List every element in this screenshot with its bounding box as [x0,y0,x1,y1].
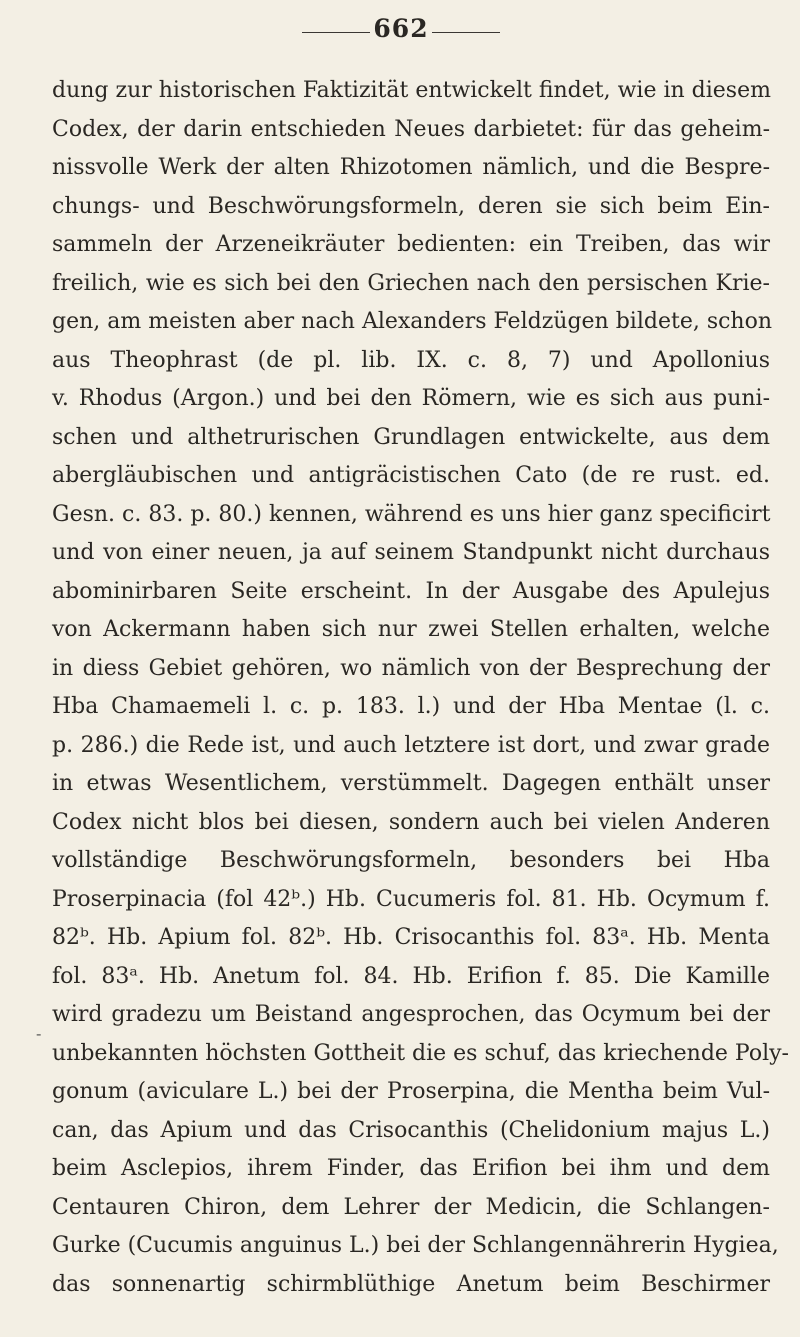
text-line: chungs- und Beschwörungsformeln, deren sie sich beim Ein- [52,193,770,219]
text-line: Gurke (Cucumis anguinus L.) bei der Schlangennährerin Hygiea, [52,1233,779,1258]
header-rule-right [432,32,500,33]
text-line: in diess Gebiet gehören, wo nämlich von der Besprechung der [52,655,770,681]
page-header [0,8,800,48]
text-line: wird gradezu um Beistand angesprochen, das Ocymum bei der [52,1002,770,1027]
text-line: p. 286.) die Rede ist, und auch letztere ist dort, und zwar grade [52,732,770,758]
text-line: gen, am meisten aber nach Alexanders Feldzügen bildete, schon [52,309,773,334]
text-line: vollständige Beschwörungsformeln, besonders bei Hba [52,848,770,873]
text-line: schen und althetrurischen Grundlagen entwickelte, aus dem [52,424,770,450]
text-line: unbekannten höchsten Gottheit die es schuf, das kriechende Poly- [52,1040,789,1066]
text-line: v. Rhodus (Argon.) und bei den Römern, wie es sich aus puni- [52,386,770,411]
text-line: in etwas Wesentlichem, verstümmelt. Dagegen enthält unser [52,771,770,796]
text-line: Gesn. c. 83. p. 80.) kennen, während es uns hier ganz specificirt [52,501,771,527]
text-line: abominirbaren Seite erscheint. In der Ausgabe des Apulejus [52,578,770,604]
text-line: Proserpinacia (fol 42ᵇ.) Hb. Cucumeris fol. 81. Hb. Ocymum f. [52,886,770,912]
text-line: gonum (aviculare L.) bei der Proserpina, die Mentha beim Vul- [52,1079,770,1104]
text-line: can, das Apium und das Crisocanthis (Chelidonium majus L.) [52,1117,770,1143]
text-line: von Ackermann haben sich nur zwei Stellen erhalten, welche [52,617,770,642]
text-line: Codex nicht blos bei diesen, sondern auch bei vielen Anderen [52,809,770,835]
text-line: nissvolle Werk der alten Rhizotomen nämlich, und die Bespre- [52,155,770,180]
text-line: und von einer neuen, ja auf seinem Standpunkt nicht durchaus [52,540,770,565]
margin-mark: - [36,1024,42,1043]
text-line: beim Asclepios, ihrem Finder, das Erifion bei ihm und dem [52,1156,770,1181]
text-line: Codex, der darin entschieden Neues darbietet: für das geheim- [52,116,770,142]
page-number: 662 [373,14,429,43]
text-line: fol. 83ᵃ. Hb. Anetum fol. 84. Hb. Erifion f. 85. Die Kamille [52,963,770,989]
text-line: freilich, wie es sich bei den Griechen nach den persischen Krie- [52,270,770,296]
text-line: sammeln der Arzeneikräuter bedienten: ein Treiben, das wir [52,232,770,257]
body-text [52,72,789,1304]
text-line: Hba Chamaemeli l. c. p. 183. l.) und der Hba Mentae (l. c. [52,694,770,719]
header-rule-left [302,32,370,33]
text-line: 82ᵇ. Hb. Apium fol. 82ᵇ. Hb. Crisocanthis fol. 83ᵃ. Hb. Menta [52,925,770,950]
text-line: abergläubischen und antigräcistischen Cato (de re rust. ed. [52,463,770,488]
text-line: das sonnenartig schirmblüthige Anetum beim Beschirmer [52,1271,770,1297]
text-line: Centauren Chiron, dem Lehrer der Medicin, die Schlangen- [52,1194,770,1220]
text-line: dung zur historischen Faktizität entwickelt findet, wie in diesem [52,78,771,103]
text-line: aus Theophrast (de pl. lib. IX. c. 8, 7) und Apollonius [52,347,770,373]
